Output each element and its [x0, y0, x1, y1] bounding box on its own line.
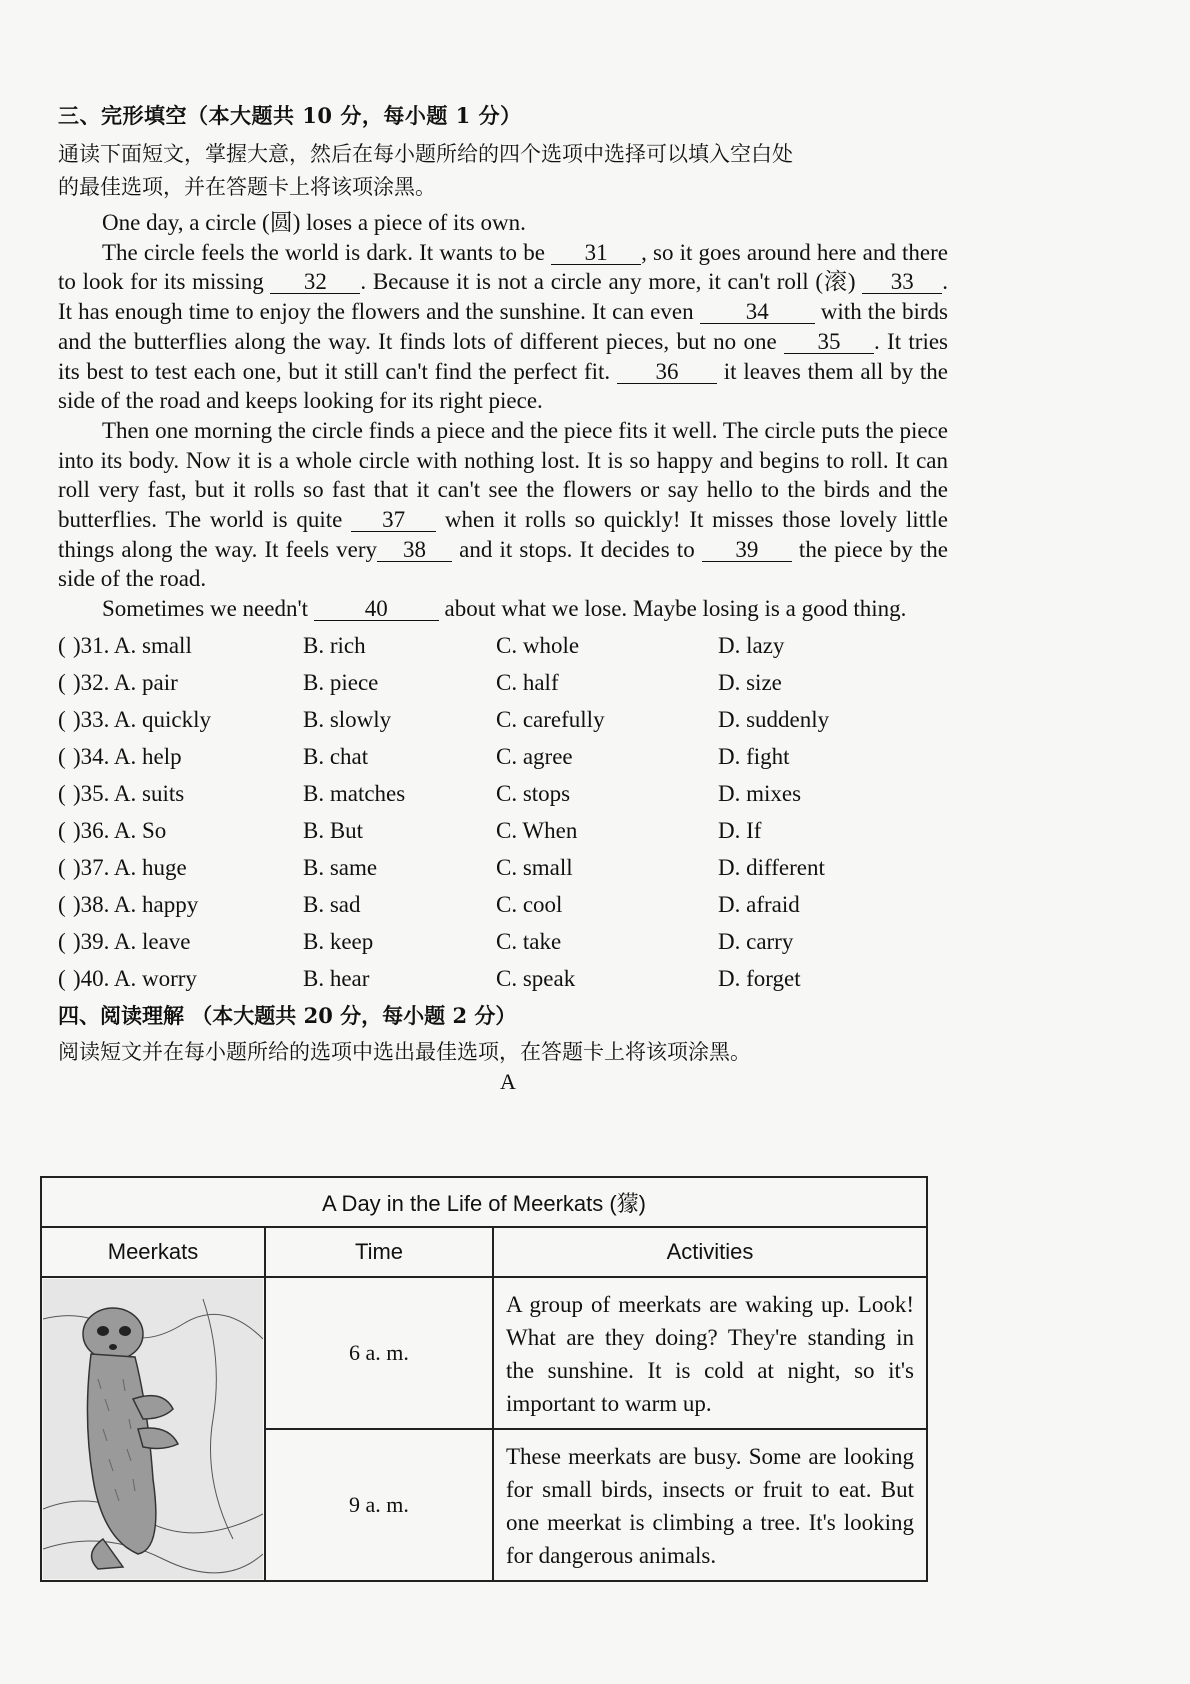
option-d: D. different: [718, 855, 825, 881]
cloze-section-title: 三、完形填空（本大题共 10 分，每小题 1 分）: [58, 103, 522, 128]
option-d: D. carry: [718, 929, 794, 955]
option-a: )34. A. help: [73, 744, 182, 770]
answer-paren[interactable]: (: [58, 707, 66, 733]
option-c: C. half: [496, 670, 559, 696]
blank-31[interactable]: 31: [551, 242, 641, 265]
answer-paren[interactable]: (: [58, 892, 66, 918]
option-d: D. mixes: [718, 781, 802, 807]
cloze-instruction-line-2: 的最佳选项，并在答题卡上将该项涂黑。: [58, 175, 436, 199]
blank-34[interactable]: 34: [700, 301, 815, 324]
activity-cell: A group of meerkats are waking up. Look! What are they doing? They're standing in the sunshine. It is cold at night, so it's important to warm up.: [493, 1277, 927, 1429]
option-b: B. rich: [303, 633, 366, 659]
option-c: C. take: [496, 929, 562, 955]
option-b: B. hear: [303, 966, 370, 992]
option-d: D. suddenly: [718, 707, 830, 733]
table-title: A Day in the Life of Meerkats (獴): [41, 1177, 927, 1227]
header-activities: Activities: [493, 1227, 927, 1277]
paragraph-text: Then one morning the circle finds a piece and the piece fits it well. The circle puts the piece into its body. Now it is a whole circle with nothing lost. It is so happy and begins to roll. It can roll very fast, but it rolls so fast that it can't see the flowers or say hello to the birds and the butterflies. The world is quite: [58, 417, 948, 533]
option-b: B. keep: [303, 929, 374, 955]
option-c: C. speak: [496, 966, 576, 992]
cloze-passage: [58, 208, 948, 624]
option-d: D. forget: [718, 966, 801, 992]
answer-paren[interactable]: (: [58, 670, 66, 696]
paragraph-text: with the birds and the butterflies along the way. It finds lots of different pieces, but no one: [58, 299, 948, 354]
paragraph-text: . It tries its best to test each one, but it still can't find the perfect fit.: [58, 328, 948, 384]
paragraph-text: when it rolls so quickly! It misses those lovely little things along the way. It feels very: [58, 507, 948, 562]
header-meerkats: Meerkats: [41, 1227, 265, 1277]
option-b: B. matches: [303, 781, 406, 807]
option-b: B. slowly: [303, 707, 392, 733]
passage-letter: A: [500, 1068, 516, 1094]
option-a: )32. A. pair: [73, 670, 178, 696]
blank-36[interactable]: 36: [617, 361, 717, 384]
option-row-33: [58, 702, 948, 739]
blank-35[interactable]: 35: [784, 331, 874, 354]
time-cell: 9 a. m.: [265, 1429, 493, 1581]
paragraph-text: it leaves them all by the side of the road and keeps looking for its right piece.: [58, 358, 948, 414]
option-row-36: [58, 813, 948, 850]
option-a: )33. A. quickly: [73, 707, 211, 733]
option-row-39: [58, 924, 948, 961]
option-row-32: [58, 665, 948, 702]
blank-37[interactable]: 37: [351, 509, 436, 532]
option-a: )35. A. suits: [73, 781, 185, 807]
option-a: )39. A. leave: [73, 929, 191, 955]
option-row-35: [58, 776, 948, 813]
option-d: D. size: [718, 670, 782, 696]
option-d: D. fight: [718, 744, 790, 770]
exam-page: [58, 100, 948, 1095]
paragraph-text: . It has enough time to enjoy the flowers and the sunshine. It can even: [58, 269, 948, 325]
option-row-31: [58, 628, 948, 665]
cloze-instruction-line-1: 通读下面短文，掌握大意，然后在每小题所给的四个选项中选择可以填入空白处: [58, 142, 793, 166]
passage-paragraph-2: [58, 238, 948, 416]
cloze-options-list: [58, 628, 948, 998]
meerkat-image: [43, 1279, 263, 1579]
option-b: B. sad: [303, 892, 361, 918]
paragraph-text: Sometimes we needn't: [102, 596, 314, 622]
answer-paren[interactable]: (: [58, 855, 66, 881]
option-b: B. same: [303, 855, 378, 881]
option-row-38: [58, 887, 948, 924]
option-a: )36. A. So: [73, 818, 167, 844]
answer-paren[interactable]: (: [58, 633, 66, 659]
time-cell: 6 a. m.: [265, 1277, 493, 1429]
meerkat-image-cell: [41, 1277, 265, 1581]
passage-paragraph-4: [58, 594, 948, 624]
meerkat-table: [40, 1176, 928, 1582]
option-row-34: [58, 739, 948, 776]
activity-cell: These meerkats are busy. Some are looking for small birds, insects or fruit to eat. But one meerkat is climbing a tree. It's looking for dangerous animals.: [493, 1429, 927, 1581]
option-a: )38. A. happy: [73, 892, 199, 918]
option-row-37: [58, 850, 948, 887]
option-b: B. But: [303, 818, 364, 844]
paragraph-text: the piece by the side of the road.: [58, 536, 948, 592]
paragraph-text: . Because it is not a circle any more, it can't roll (滚): [360, 269, 863, 295]
option-d: D. If: [718, 818, 762, 844]
header-time: Time: [265, 1227, 493, 1277]
option-a: )37. A. huge: [73, 855, 187, 881]
paragraph-text: , so it goes around here and there to look for its missing: [58, 239, 948, 295]
answer-paren[interactable]: (: [58, 966, 66, 992]
paragraph-text: and it stops. It decides to: [452, 536, 702, 562]
option-c: C. small: [496, 855, 573, 881]
option-c: C. When: [496, 818, 578, 844]
blank-33[interactable]: 33: [862, 271, 942, 294]
answer-paren[interactable]: (: [58, 818, 66, 844]
paragraph-text: One day, a circle (圆) loses a piece of its own.: [102, 210, 526, 235]
answer-paren[interactable]: (: [58, 929, 66, 955]
paragraph-text: about what we lose. Maybe losing is a good thing.: [438, 596, 907, 622]
answer-paren[interactable]: (: [58, 781, 66, 807]
blank-38[interactable]: 38: [377, 539, 452, 562]
option-c: C. whole: [496, 633, 580, 659]
option-b: B. chat: [303, 744, 369, 770]
answer-paren[interactable]: (: [58, 744, 66, 770]
option-a: )31. A. small: [73, 633, 192, 659]
blank-32[interactable]: 32: [270, 271, 360, 294]
paragraph-text: The circle feels the world is dark. It wants to be: [102, 239, 552, 265]
blank-40[interactable]: 40: [314, 598, 439, 621]
reading-section-title: 四、阅读理解 （本大题共 20 分，每小题 2 分）: [58, 1002, 517, 1028]
option-c: C. carefully: [496, 707, 605, 733]
option-c: C. agree: [496, 744, 573, 770]
option-c: C. cool: [496, 892, 563, 918]
option-row-40: [58, 961, 948, 998]
option-b: B. piece: [303, 670, 379, 696]
option-a: )40. A. worry: [73, 966, 197, 992]
option-c: C. stops: [496, 781, 571, 807]
blank-39[interactable]: 39: [702, 539, 792, 562]
option-d: D. lazy: [718, 633, 785, 659]
passage-paragraph-3: [58, 416, 948, 594]
reading-instruction: 阅读短文并在每小题所给的选项中选出最佳选项，在答题卡上将该项涂黑。: [58, 1039, 751, 1064]
passage-paragraph-1: [58, 208, 948, 238]
option-d: D. afraid: [718, 892, 800, 918]
table-row: [41, 1277, 927, 1429]
